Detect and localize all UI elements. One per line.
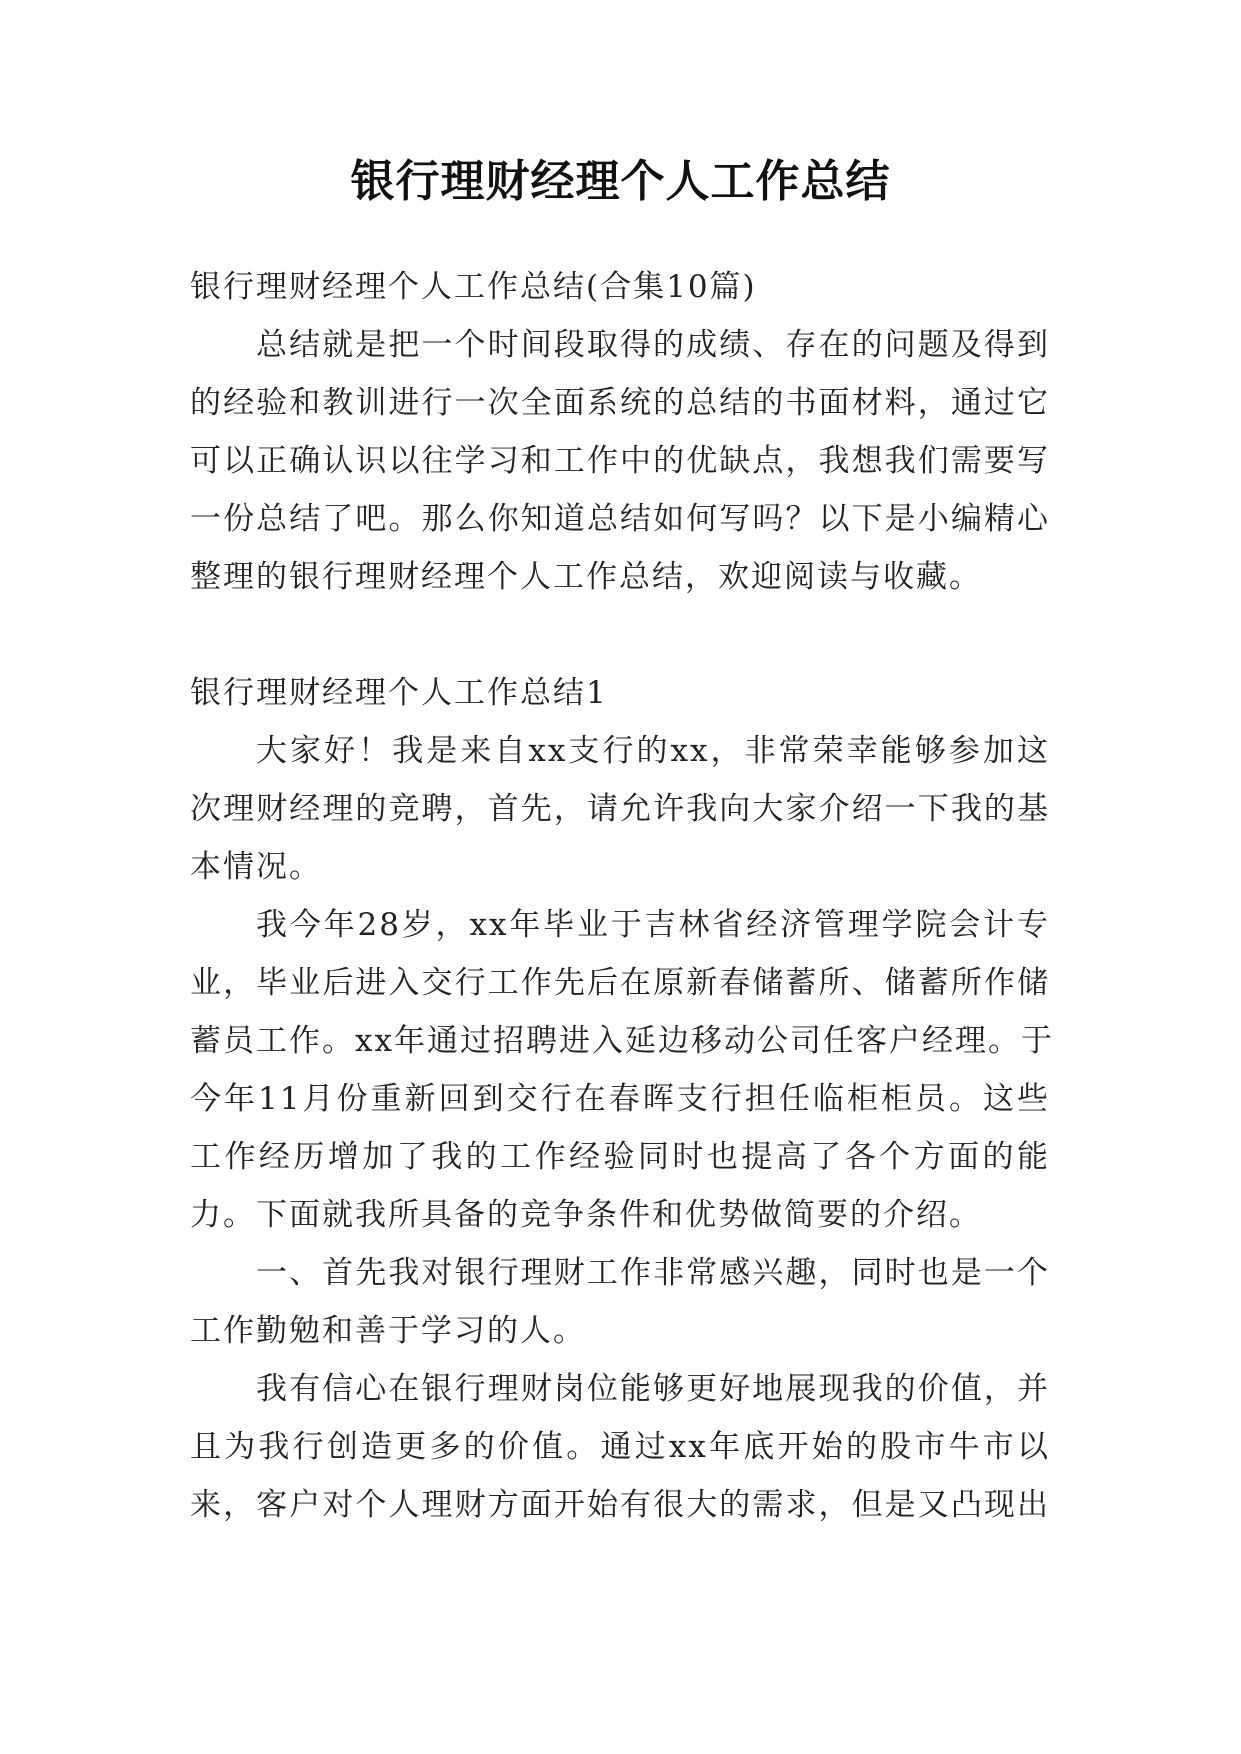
paragraph-2 <box>190 896 1054 1244</box>
text-line: 今年11月份重新回到交行在春晖支行担任临柜柜员。这些 <box>190 1081 1050 1117</box>
text-line: 力。下面就我所具备的竞争条件和优势做简要的介绍。 <box>190 1197 982 1233</box>
text-line: 本情况。 <box>190 849 322 885</box>
text-line: 整理的银行理财经理个人工作总结，欢迎阅读与收藏。 <box>190 559 982 595</box>
text-line: 大家好！我是来自xx支行的xx，非常荣幸能够参加这 <box>256 733 1050 769</box>
text-line: 蓄员工作。xx年通过招聘进入延边移动公司任客户经理。于 <box>190 1023 1054 1059</box>
collection-subtitle: 银行理财经理个人工作总结(合集10篇) <box>190 269 757 305</box>
text-line: 我有信心在银行理财岗位能够更好地展现我的价值，并 <box>256 1371 1050 1407</box>
text-line: 次理财经理的竞聘，首先，请允许我向大家介绍一下我的基 <box>190 791 1050 827</box>
document-body <box>190 258 1054 1534</box>
document-title: 银行理财经理个人工作总结 <box>350 156 891 207</box>
text-line: 一、首先我对银行理财工作非常感兴趣，同时也是一个 <box>256 1255 1050 1291</box>
text-line: 业，毕业后进入交行工作先后在原新春储蓄所、储蓄所作储 <box>190 965 1050 1001</box>
text-line: 我今年28岁，xx年毕业于吉林省经济管理学院会计专 <box>256 907 1050 943</box>
text-line: 来，客户对个人理财方面开始有很大的需求，但是又凸现出 <box>190 1487 1050 1523</box>
text-line: 的经验和教训进行一次全面系统的总结的书面材料，通过它 <box>190 385 1050 421</box>
paragraph-4 <box>190 1360 1050 1534</box>
section-heading: 银行理财经理个人工作总结1 <box>190 675 608 711</box>
text-line: 一份总结了吧。那么你知道总结如何写吗？以下是小编精心 <box>190 501 1050 537</box>
text-line: 工作经历增加了我的工作经验同时也提高了各个方面的能 <box>190 1139 1050 1175</box>
paragraph-3 <box>190 1244 1050 1360</box>
text-line: 总结就是把一个时间段取得的成绩、存在的问题及得到 <box>256 327 1050 363</box>
text-line: 且为我行创造更多的价值。通过xx年底开始的股市牛市以 <box>190 1429 1050 1465</box>
paragraph-1 <box>190 722 1050 896</box>
text-line: 可以正确认识以往学习和工作中的优缺点，我想我们需要写 <box>190 443 1050 479</box>
blank-line <box>190 606 1050 664</box>
text-line: 工作勤勉和善于学习的人。 <box>190 1313 586 1349</box>
intro-paragraph <box>190 316 1050 606</box>
